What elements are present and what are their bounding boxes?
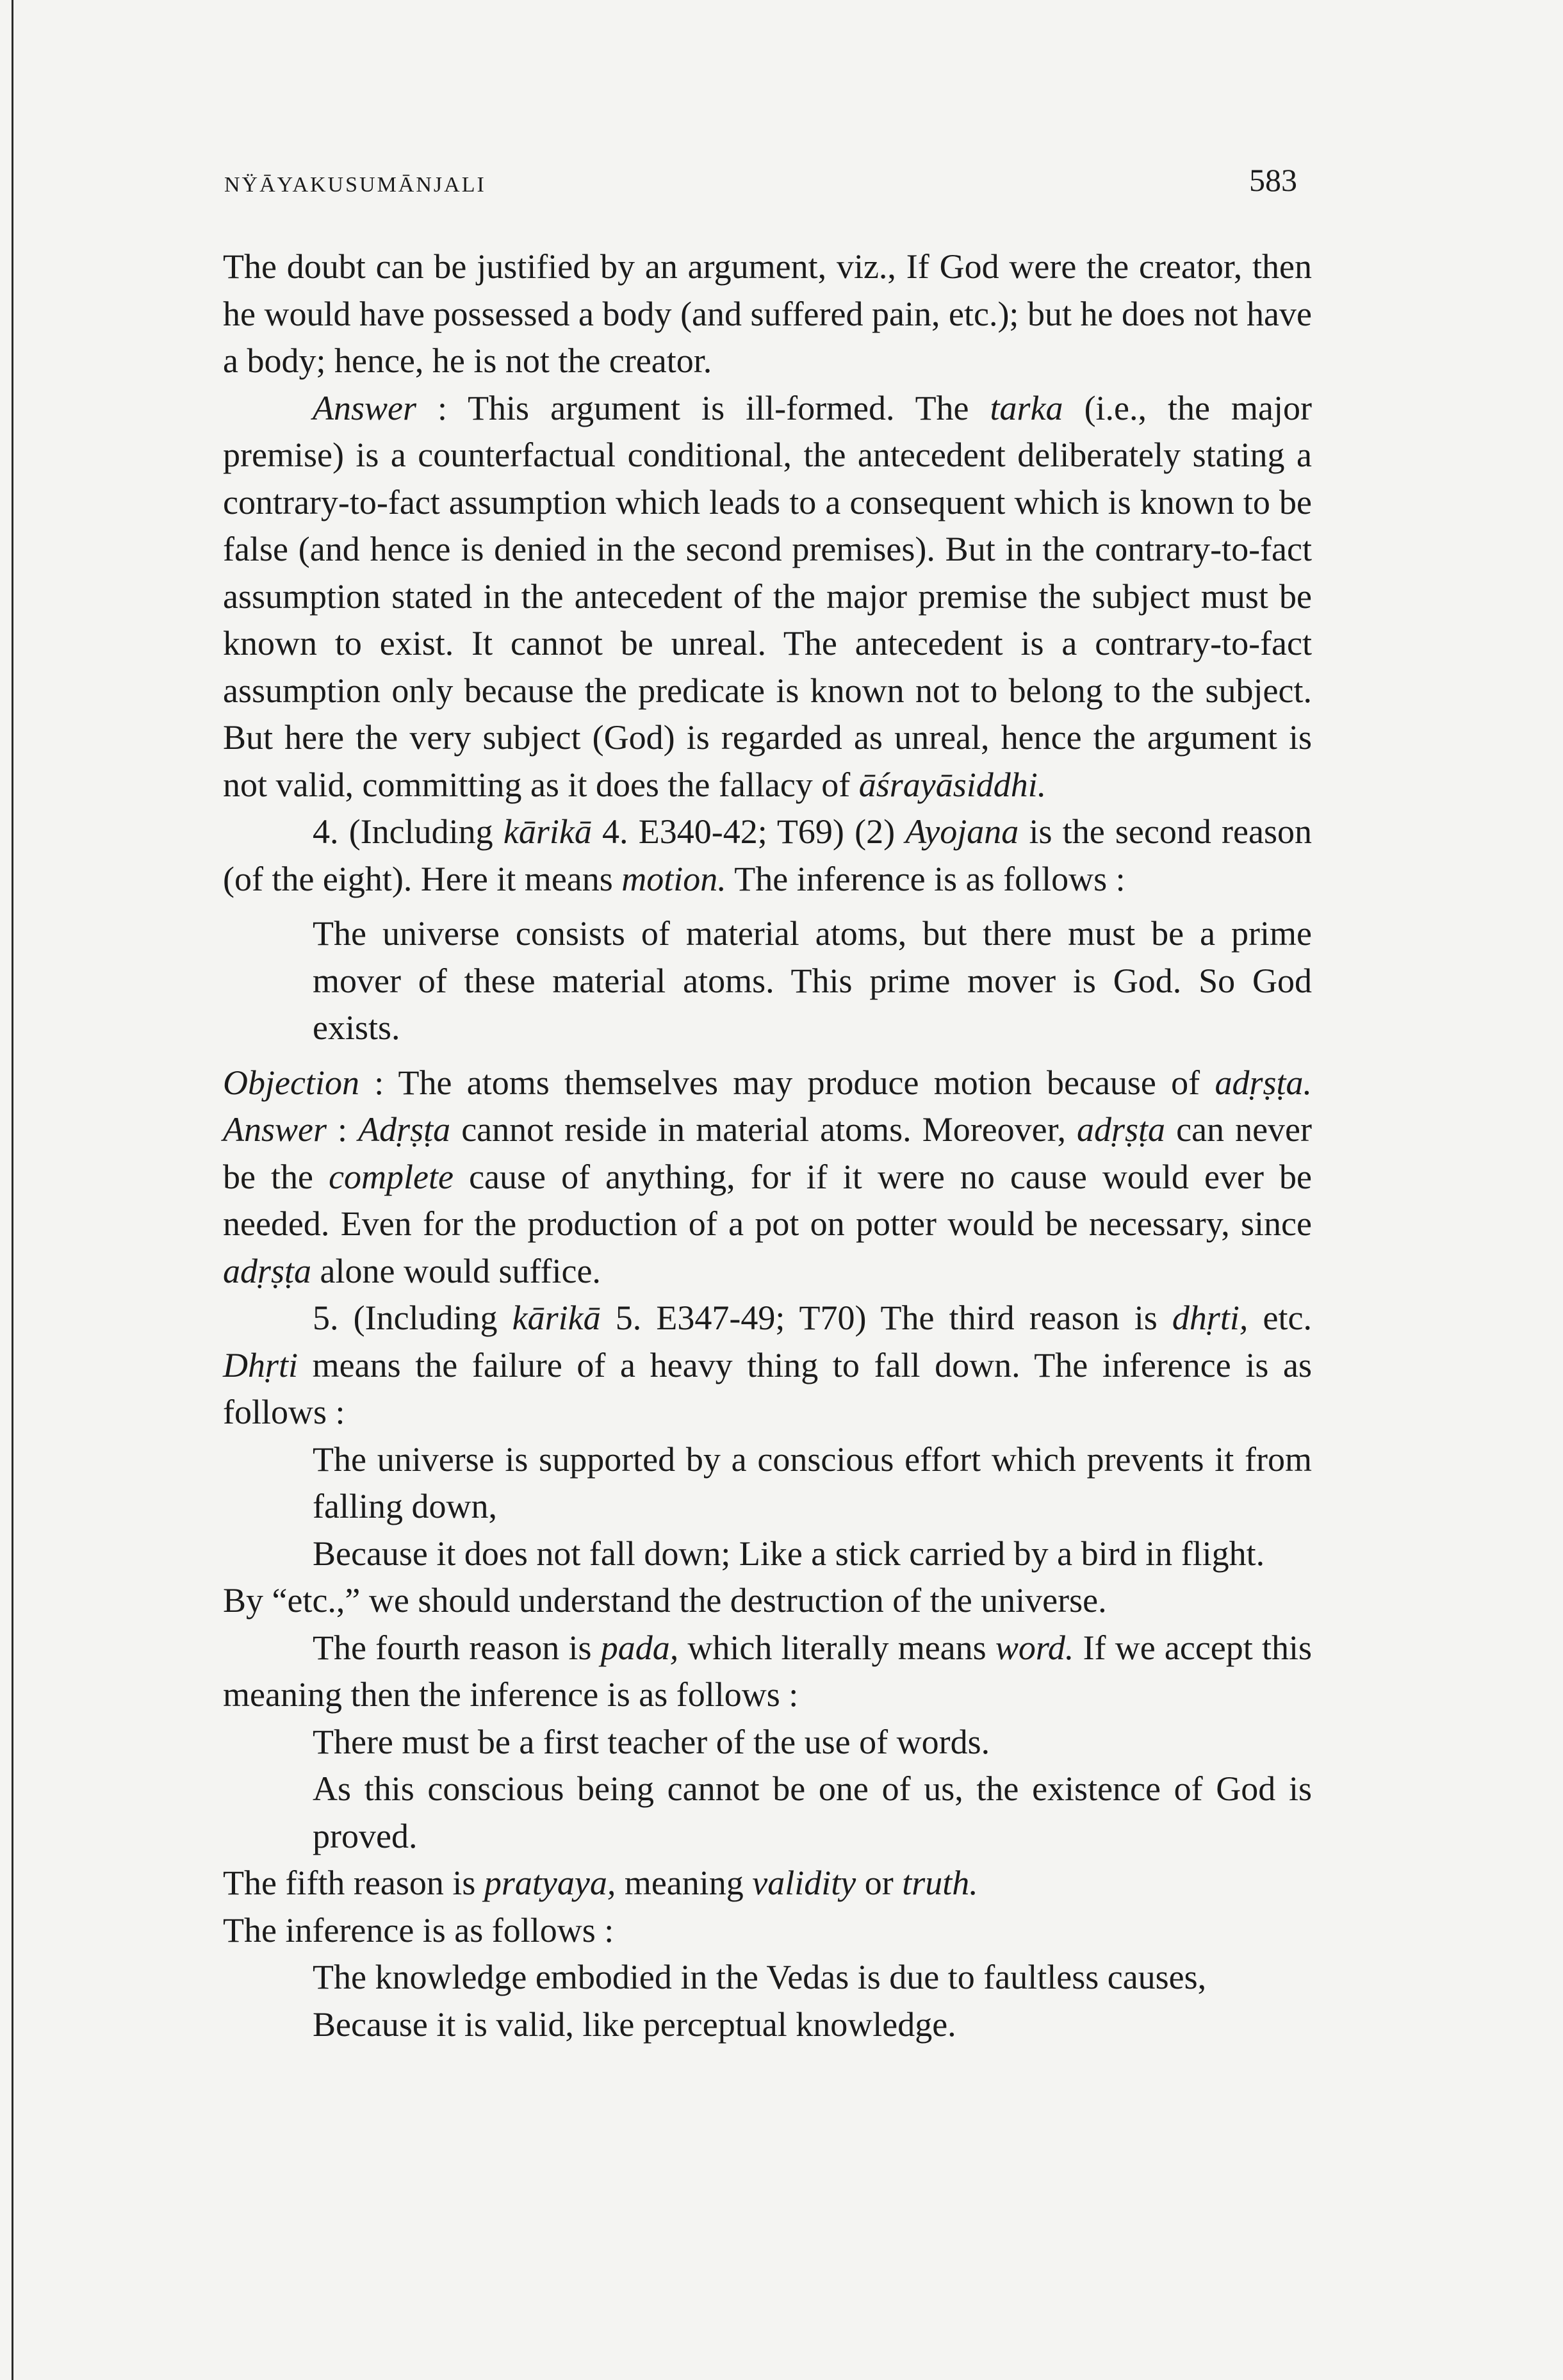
- term-dhrti: dhṛti,: [1172, 1299, 1248, 1337]
- inference-block-motion: The universe consists of material atoms, but there must be a prime mover of these material atoms. This prime mover is God. So God exists.: [313, 914, 1312, 1047]
- text-span: etc.: [1248, 1299, 1312, 1337]
- inference-line-supported: The universe is supported by a conscious effort which prevents it from falling down,: [313, 1440, 1312, 1525]
- text-span: 5. (Including: [313, 1299, 512, 1337]
- term-truth: truth.: [902, 1864, 978, 1902]
- term-karika: kārikā: [512, 1299, 601, 1337]
- paragraph-fourth-reason: [223, 1625, 1312, 1719]
- paragraph-etc: By “etc.,” we should understand the destruction of the universe.: [223, 1581, 1107, 1620]
- body-text: [223, 243, 1312, 2048]
- text-span: alone would suffice.: [311, 1251, 601, 1290]
- term-tarka: tarka: [990, 388, 1063, 427]
- text-span: or: [856, 1864, 903, 1902]
- paragraph-reason-4: [223, 808, 1312, 903]
- term-adrsta: Adṛṣṭa: [358, 1110, 451, 1149]
- text-span: 4. E340-42; T69) (2): [591, 812, 906, 851]
- term-validity: validity: [752, 1864, 856, 1902]
- text-span: The fifth reason is: [223, 1864, 484, 1902]
- inference-line-teacher: There must be a first teacher of the use of words.: [313, 1722, 990, 1761]
- term-ayojana: Ayojana: [905, 812, 1019, 851]
- text-span: 4. (Including: [313, 812, 503, 851]
- inference-line-valid: Because it is valid, like perceptual knowledge.: [313, 2005, 956, 2044]
- term-dhrti: Dhṛti: [223, 1345, 299, 1384]
- text-span: which literally means: [678, 1628, 995, 1667]
- term-word: word.: [995, 1628, 1074, 1667]
- term-asrayasiddhi: āśrayāsiddhi.: [858, 765, 1047, 804]
- paragraph-doubt: The doubt can be justified by an argument, viz., If God were the creator, then he would have possessed a body (and suffered pain, etc.); but he does not have a body; hence, he is not the creator.: [223, 247, 1312, 380]
- text-span: is the second reason (of the eight). Here it means: [223, 812, 1312, 898]
- text-span: means the failure of a heavy thing to fall down. The inference is as follows :: [223, 1345, 1312, 1431]
- term-motion: motion.: [621, 859, 726, 898]
- term-adrsta: adṛṣṭa: [223, 1251, 312, 1290]
- term-pratyaya: pratyaya,: [484, 1864, 616, 1902]
- term-adrsta: adṛṣṭa: [1077, 1110, 1166, 1149]
- paragraph-answer: [223, 385, 1312, 809]
- text-span: The inference is as follows :: [726, 859, 1125, 898]
- paragraph-objection: [223, 1060, 1312, 1295]
- paragraph-fifth-reason: [223, 1860, 1312, 1907]
- page-number: 583: [1249, 162, 1297, 198]
- term-pada: pada,: [600, 1628, 679, 1667]
- text-span: If we accept this meaning then the inference is as follows :: [223, 1628, 1313, 1714]
- text-span: (i.e., the major premise) is a counterfactual conditional, the antecedent deliberately stating a contrary-to-fact assumption which leads to a consequent which is known to be false (and hence is denied in the second premises). But in the contrary-to-fact assumption stated in the antecedent of the major premise the subject must be known to exist. It cannot be unreal. The antecedent is a contrary-to-fact assumption only because the predicate is known not to belong to the subject. But here the very subject (God) is regarded as unreal, hence the argument is not valid, committing as it does the fallacy of: [223, 388, 1312, 804]
- text-span: :: [327, 1110, 359, 1149]
- term-karika: kārikā: [503, 812, 592, 851]
- text-span: can never be the: [223, 1110, 1312, 1196]
- answer-label: Answer: [223, 1110, 327, 1149]
- term-adrsta: adṛṣṭa.: [1215, 1063, 1312, 1102]
- text-span: cannot reside in material atoms. Moreover,: [450, 1110, 1077, 1149]
- text-span: cause of anything, for if it were no cause would ever be needed. Even for the production of a pot on potter would be necessary, since: [223, 1157, 1312, 1243]
- text-span: : This argument is ill-formed. The: [416, 388, 990, 427]
- answer-label: Answer: [313, 388, 416, 427]
- inference-line-falling: Because it does not fall down; Like a stick carried by a bird in flight.: [313, 1534, 1265, 1573]
- text-span: The fourth reason is: [313, 1628, 601, 1667]
- objection-label: Objection: [223, 1063, 359, 1102]
- text-span: 5. E347-49; T70) The third reason is: [600, 1299, 1172, 1337]
- text-span: : The atoms themselves may produce motion because of: [359, 1063, 1215, 1102]
- text-span: meaning: [616, 1864, 753, 1902]
- inference-line-god-proved: As this conscious being cannot be one of us, the existence of God is proved.: [313, 1769, 1312, 1855]
- running-title: NŸĀYAKUSUMĀNJALI: [224, 173, 486, 197]
- paragraph-reason-5: [223, 1295, 1312, 1436]
- inference-line-vedas: The knowledge embodied in the Vedas is due to faultless causes,: [313, 1958, 1207, 1996]
- page-edge-line: [12, 0, 13, 2380]
- term-complete: complete: [329, 1157, 454, 1196]
- paragraph-inference-intro: The inference is as follows :: [223, 1910, 614, 1949]
